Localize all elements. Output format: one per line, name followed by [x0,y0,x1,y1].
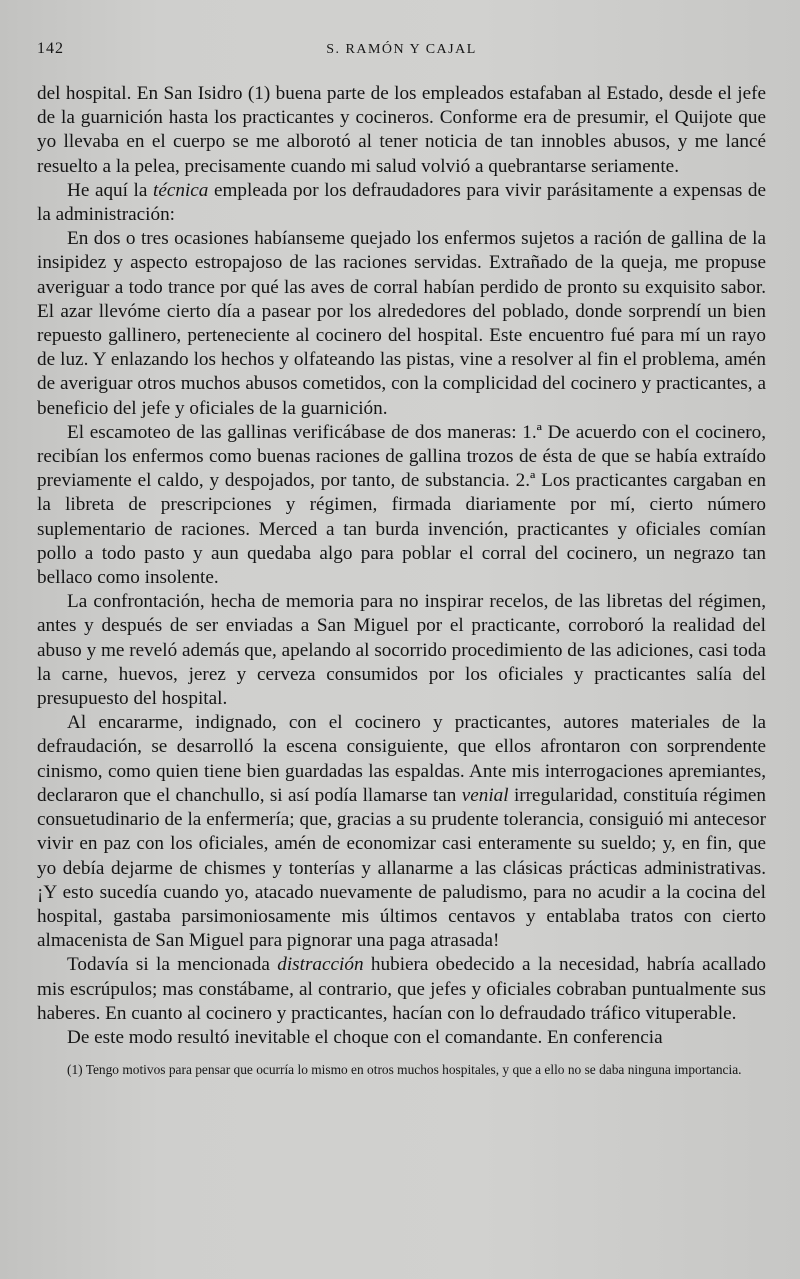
paragraph-text: hubiera obedecido a la necesidad, habría acallado mis escrúpulos; mas constábame, al contrario, que jefes y oficiales cobraban puntualmente sus haberes. En cuanto al cocinero y practicantes, hacían con lo defraudado tráfico vituperable. [37,954,766,1024]
paragraph-text: irregularidad, constituía régimen consuetudinario de la enfermería; que, gracias a su prudente tolerancia, consiguió mi antecesor vivir en paz con los oficiales, amén de economizar casi enteramente su sueldo; y, en fin, que yo debía dejarme de chismes y tonterías y allanarme a las clásicas prácticas administrativas. ¡Y esto sucedía cuando yo, atacado nuevamente de paludismo, para no acudir a la cocina del hospital, gastaba parsimoniosamente mis últimos centavos y entablaba tratos con cierto almacenista de San Miguel para pignorar una paga atrasada! [37,784,766,952]
paragraph-1 [37,82,766,179]
paragraph-4 [37,421,766,590]
paragraph-7 [37,953,766,1026]
italic-term: técnica [152,179,209,201]
running-header [37,30,766,60]
paragraph-text: Todavía si la mencionada [67,954,278,976]
paragraph-text: Al encararme, indignado, con el cocinero y practicantes, autores materiales de la defraudación, se desarrolló la escena consiguiente, que ellos afrontaron con sorprendente cinismo, como quien tiene bien guardadas las espaldas. Ante mis interrogaciones apremiantes, declararon que el chanchullo, si así podía llamarse tan [37,712,766,806]
paragraph-3 [37,227,766,421]
paragraph-text: De este modo resultó inevitable el choque con el comandante. En conferencia [67,1026,663,1048]
paragraph-text: La confrontación, hecha de memoria para no inspirar recelos, de las libretas del régimen, antes y después de ser enviadas a San Miguel por el practicante, corroboró la realidad del abuso y me reveló además que, apelando al socorrido procedimiento de las adiciones, casi toda la carne, huevos, jerez y cerveza consumidos por los oficiales y practicantes salía del presupuesto del hospital. [37,591,766,710]
paragraph-6 [37,711,766,953]
italic-term: distracción [277,954,364,976]
body-text [37,82,766,1050]
italic-term: venial [461,784,509,806]
paragraph-text: He aquí la [67,179,153,201]
paragraph-8 [37,1026,766,1050]
running-title: S. RAMÓN Y CAJAL [326,42,477,57]
paragraph-text: En dos o tres ocasiones habíanseme quejado los enfermos sujetos a ración de gallina de la insipidez y aspecto estropajoso de las raciones servidas. Extrañado de la queja, me propuse averiguar a todo trance por qué las aves de corral habían perdido de pronto su exquisito sabor. El azar llevóme cierto día a pasear por los alrededores del poblado, donde sorprendí un bien repuesto gallinero, perteneciente al cocinero del hospital. Este encuentro fué para mí un rayo de luz. Y enlazando los hechos y olfateando las pistas, vine a resolver al fin el problema, amén de averiguar otros muchos abusos cometidos, con la complicidad del cocinero y practicantes, a beneficio del jefe y oficiales de la guarnición. [37,228,766,419]
paragraph-2 [37,179,766,227]
paragraph-5 [37,590,766,711]
paragraph-text: empleada por los defraudadores para vivir parásitamente a expensas de la administración: [37,179,766,226]
footnote-text: (1) Tengo motivos para pensar que ocurría lo mismo en otros muchos hospitales, y que a ello no se daba ninguna importancia. [67,1062,742,1078]
page-number: 142 [37,40,64,57]
paragraph-text: del hospital. En San Isidro (1) buena parte de los empleados estafaban al Estado, desde el jefe de la guarnición hasta los practicantes y cocineros. Conforme era de presumir, el Quijote que yo llevaba en el cuerpo se me alborotó al tener noticia de tan innobles abusos, y me lancé resuelto a la pelea, precisamente cuando mi salud volvió a quebrantarse seriamente. [37,83,766,177]
footnote [37,1062,766,1078]
paragraph-text: El escamoteo de las gallinas verificábase de dos maneras: 1.ª De acuerdo con el cocinero, recibían los enfermos como buenas raciones de gallina trozos de ésta de que se había extraído previamente el caldo, y despojados, por tanto, de substancia. 2.ª Los practicantes cargaban en la libreta de prescripciones y régimen, firmada diariamente por mí, cierto número suplementario de raciones. Merced a tan burda invención, practicantes y oficiales comían pollo a todo pasto y aun quedaba algo para poblar el corral del cocinero, un negrazo tan bellaco como insolente. [37,421,766,589]
